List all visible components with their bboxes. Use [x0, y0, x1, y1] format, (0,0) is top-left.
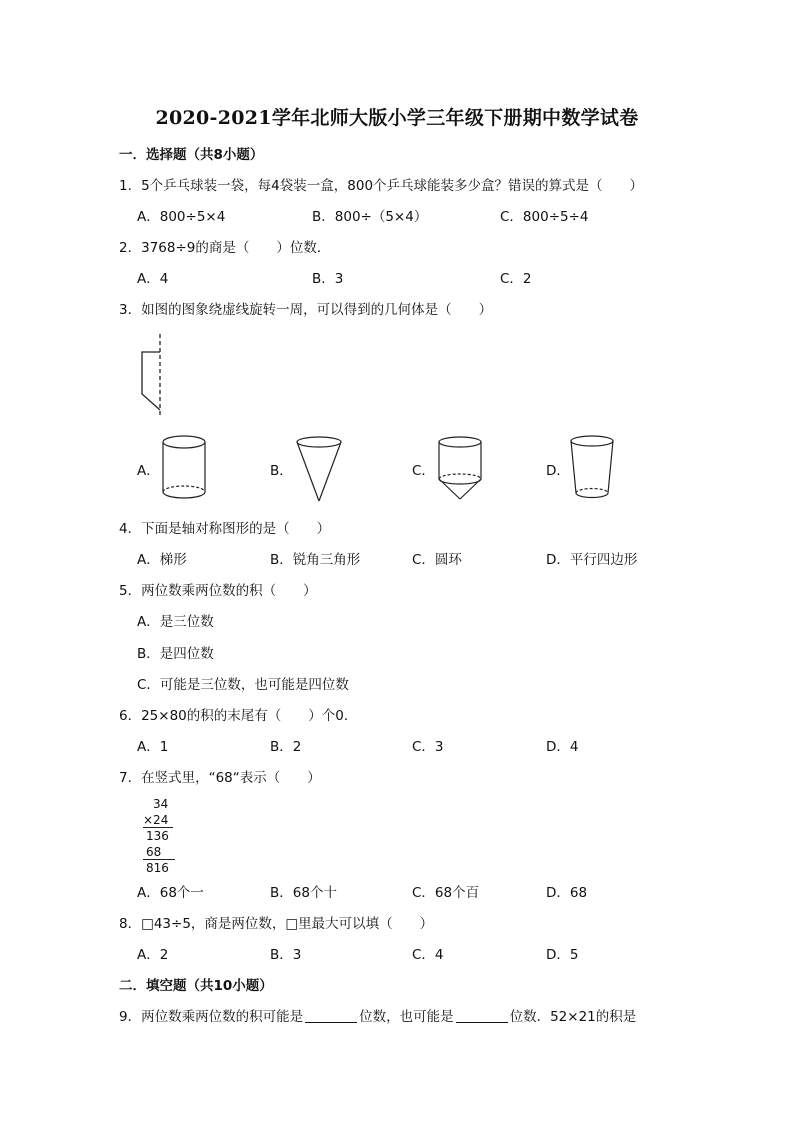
- calc-line: 816: [146, 861, 169, 875]
- question-2-stem: 2．3768÷9的商是（ ）位数．: [119, 240, 331, 256]
- question-5-option-a[interactable]: A．是三位数: [137, 614, 214, 630]
- cone-shape-icon: [293, 433, 345, 505]
- question-8-option-c[interactable]: C．4: [412, 947, 444, 963]
- section-heading-fill: 二．填空题（共10小题）: [119, 978, 273, 994]
- question-4-option-c[interactable]: C．圆环: [412, 552, 462, 568]
- question-6-option-d[interactable]: D．4: [546, 739, 579, 755]
- question-6-stem: 6．25×80的积的末尾有（ ）个0．: [119, 708, 358, 724]
- section-heading-choice: 一．选择题（共8小题）: [119, 147, 264, 163]
- question-5-stem: 5．两位数乘两位数的积（ ）: [119, 583, 317, 599]
- calc-line: 34: [153, 797, 169, 811]
- question-2-option-a[interactable]: A．4: [137, 271, 169, 287]
- question-7-option-a[interactable]: A．68个一: [137, 885, 204, 901]
- question-9-part-2: 位数，也可能是: [359, 1009, 454, 1025]
- question-6-option-a[interactable]: A．1: [137, 739, 169, 755]
- question-3-option-c[interactable]: C．: [412, 463, 435, 479]
- question-4-stem: 4．下面是轴对称图形的是（ ）: [119, 521, 331, 537]
- question-9-stem: [119, 1008, 636, 1026]
- question-9-part-1: 9．两位数乘两位数的积可能是: [119, 1009, 304, 1025]
- question-2-option-c[interactable]: C．2: [500, 271, 532, 287]
- cylinder-shape-icon: [160, 433, 210, 501]
- question-5-option-c[interactable]: C．可能是三位数，也可能是四位数: [137, 677, 349, 693]
- question-8-stem: 8．□43÷5，商是两位数，□里最大可以填（ ）: [119, 916, 434, 932]
- question-3-option-b[interactable]: B．: [270, 463, 293, 479]
- question-7-option-b[interactable]: B．68个十: [270, 885, 337, 901]
- question-3-option-a[interactable]: A．: [137, 463, 160, 479]
- calc-line: ×24: [143, 813, 169, 827]
- question-7-stem: 7．在竖式里，“68“表示（ ）: [119, 770, 321, 786]
- vertical-multiplication: [140, 796, 190, 878]
- question-7-option-d[interactable]: D．68: [546, 885, 588, 901]
- question-8-option-b[interactable]: B．3: [270, 947, 302, 963]
- answer-blank[interactable]: [305, 1008, 357, 1023]
- cylinder-with-cone-shape-icon: [434, 433, 486, 505]
- question-4-option-d[interactable]: D．平行四边形: [546, 552, 638, 568]
- question-1-option-b[interactable]: B．800÷（5×4）: [312, 209, 428, 225]
- question-1-stem: 1．5个乒乓球装一袋，每4袋装一盒，800个乒乓球能装多少盒？错误的算式是（ ）: [119, 178, 644, 194]
- question-4-option-a[interactable]: A．梯形: [137, 552, 187, 568]
- question-4-option-b[interactable]: B．锐角三角形: [270, 552, 361, 568]
- question-2-option-b[interactable]: B．3: [312, 271, 344, 287]
- question-3-stem: 3．如图的图象绕虚线旋转一周，可以得到的几何体是（ ）: [119, 302, 493, 318]
- question-3-option-d[interactable]: D．: [546, 463, 570, 479]
- question-6-option-b[interactable]: B．2: [270, 739, 302, 755]
- question-1-option-c[interactable]: C．800÷5÷4: [500, 209, 589, 225]
- question-8-option-d[interactable]: D．5: [546, 947, 579, 963]
- calc-line: 136: [146, 829, 169, 843]
- question-1-option-a[interactable]: A．800÷5×4: [137, 209, 226, 225]
- question-8-option-a[interactable]: A．2: [137, 947, 169, 963]
- question-7-option-c[interactable]: C．68个百: [412, 885, 480, 901]
- truncated-cone-shape-icon: [569, 433, 617, 503]
- question-5-option-b[interactable]: B．是四位数: [137, 646, 214, 662]
- answer-blank[interactable]: [456, 1008, 508, 1023]
- calc-line: 68: [146, 845, 162, 859]
- rotation-figure: [130, 332, 170, 418]
- question-9-part-3: 位数．52×21的积是: [509, 1009, 637, 1025]
- page-title: 2020-2021学年北师大版小学三年级下册期中数学试卷: [155, 107, 639, 129]
- question-6-option-c[interactable]: C．3: [412, 739, 444, 755]
